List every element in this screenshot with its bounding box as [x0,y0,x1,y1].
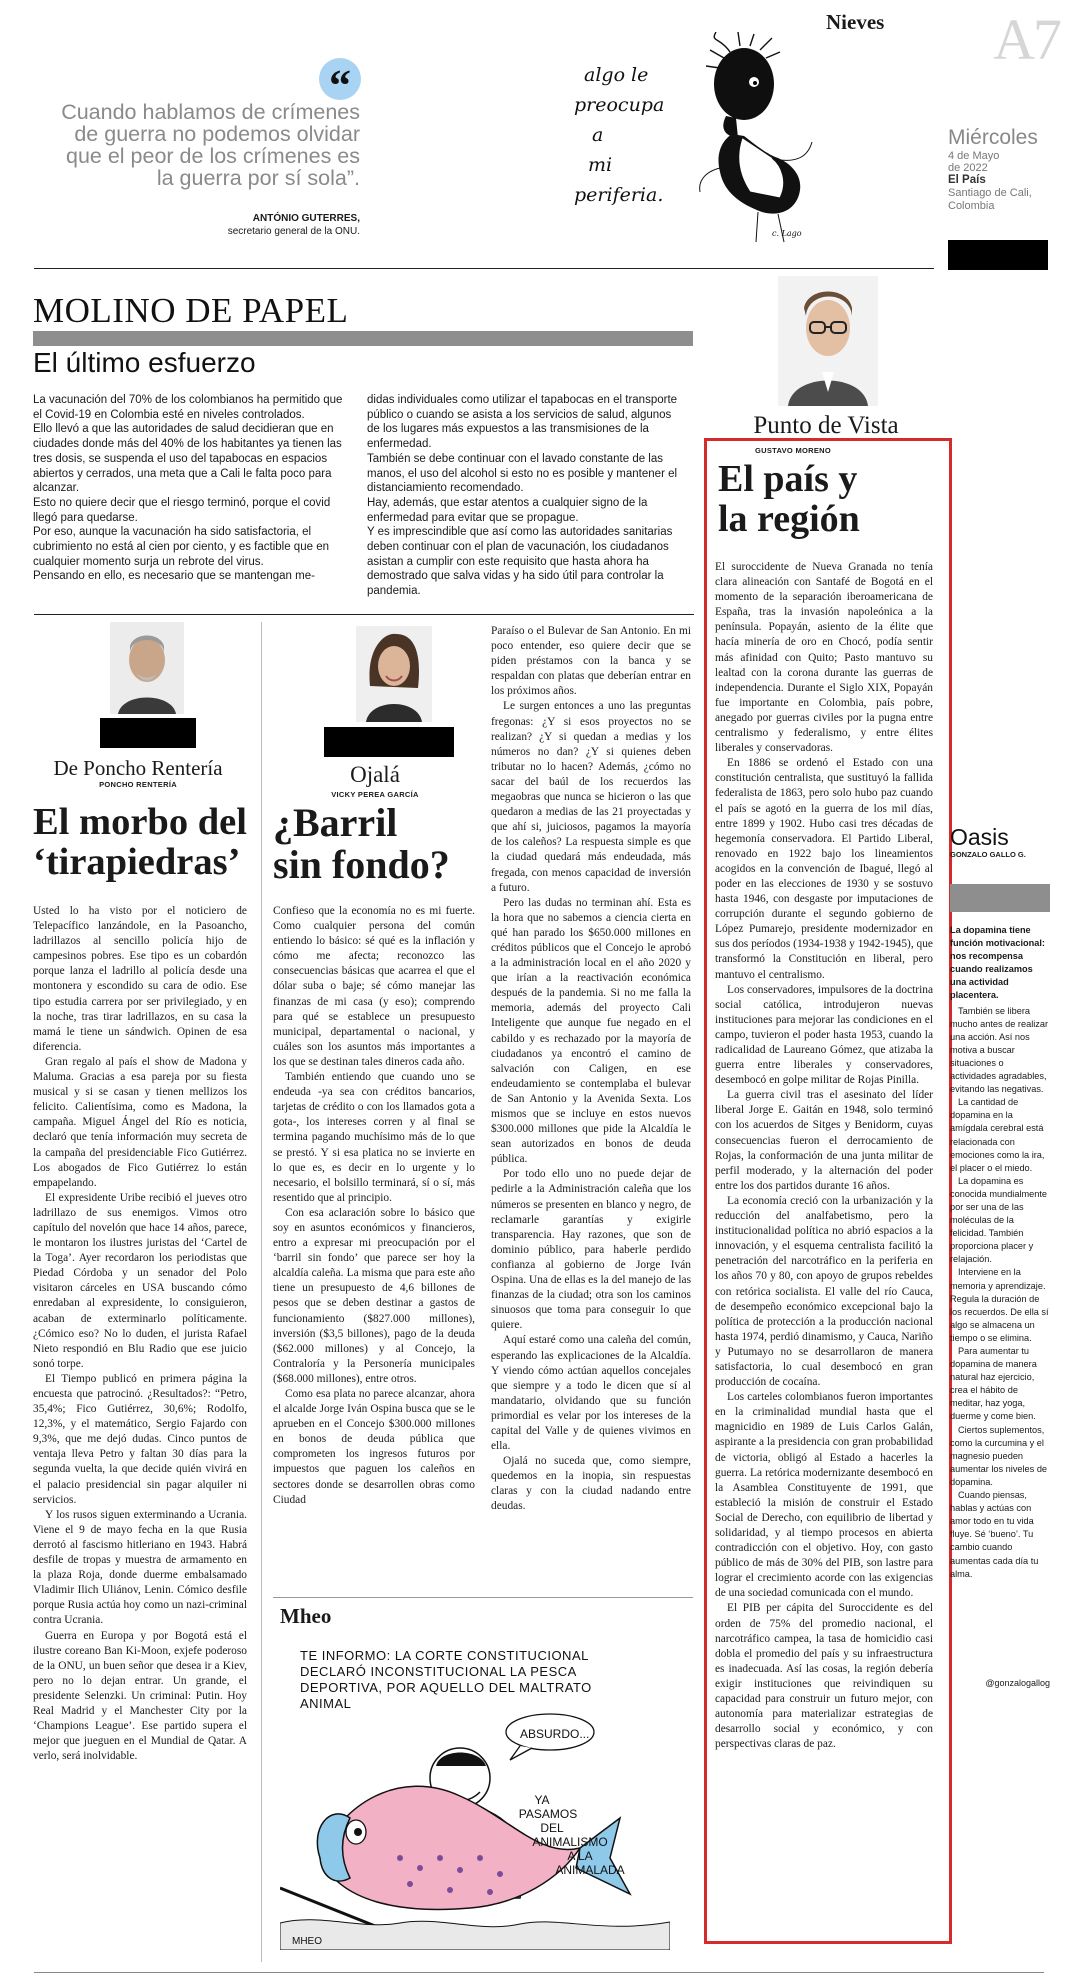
fish-text-line: ANIMALISMO [532,1835,608,1849]
ojala-paragraph: Ojalá no suceda que, como siempre, quedemos en la inopia, sin respuestas claras y con la ciudad nadando entre deudas. [491,1455,691,1513]
ojala-paragraph: También entiendo que cuando uno se endeuda -ya sea con créditos bancarios, tarjetas de crédito o con los llamados gota a gota-, los intereses corren y al final se termina pagando muchísimo más de lo que se prestó. Y si esa platica no se invierte en lo que es, es decir en lo urgente y lo necesario, el bolsillo terminará, sí o sí, más resentido que al principio. [273,1071,475,1204]
nieves-figure-illustration [680,32,820,244]
molino-col-1 [33,393,351,584]
ojala-column-name: Ojalá [350,762,400,787]
renteria-photo [110,622,184,714]
mheo-fish-illustration [280,1708,670,1950]
fish-text-line: ANIMALADA [555,1863,625,1877]
country: Colombia [948,200,995,212]
headline-line: ‘tirapiedras’ [33,841,241,884]
column-divider [261,622,262,1962]
punto-body [715,560,933,1940]
handwriting-line: a [592,124,604,146]
quote-author-name: ANTÓNIO GUTERRES, [252,213,360,224]
molino-bottom-divider [34,614,694,615]
fish-text-line: DEL [540,1821,564,1835]
renteria-paragraph: Gran regalo al país el show de Madona y Maluma. Gracias a esa pareja por su fiesta musical y si se casan y tienen mellizos los felicito. Calientísima, como es Madona, la campaña. Miguel Ángel del Río es noticia, declaró que tenía información muy secreta de la campaña del presidenciable Fico Gutiérrez. Los abogados de Fico Gutiérrez lo están empapelando. [33,1055,247,1189]
ojala-body-col-1 [273,904,475,1594]
molino-paragraph: Y es imprescindible que así como las autoridades sanitarias deben continuar con el plan de vacunación, los ciudadanos asistan a cumplir con este requisito que hasta ahora ha demostrado que salva vidas y ha sido útil para controlar la pandemia. [367,526,673,598]
oasis-body [950,924,1050,1694]
ojala-headline [273,802,450,886]
oasis-paragraph: Cuando piensas, hablas y actúas con amor todo en tu vida fluye. Sé ‘bueno’. Tu cambio cuando aumentas cada día tu alma. [950,1490,1039,1579]
renteria-column-name: De Poncho Rentería [53,756,223,780]
mheo-cartoon [280,1638,670,1950]
quote-line: la guerra por sí sola”. [156,166,360,190]
molino-paragraph: La vacunación del 70% de los colombianos ha permitido que el Covid-19 en Colombia esté en niveles controlados. [33,394,343,421]
ojala-paragraph: Por todo ello uno no puede dejar de pedirle a la Administración caleña que los números se presenten en blanco y negro, de reclamarle garantías y exigirle transparencia. Hay razones, que son de dominio público, para haberle perdido confianza al gobierno de Jorge Iván Ospina. Una de ellas es la del manejo de las finanzas de la ciudad; otra son los caminos sinuosos que toma para conseguir lo que quiere. [491,1168,691,1332]
headline-line: sin fondo? [273,842,450,887]
molino-paragraph: Hay, además, que estar atentos a cualquier signo de la enfermedad para evitar que se propague. [367,496,648,524]
punto-paragraph: La guerra civil tras el asesinato del líder liberal Jorge E. Gaitán en 1948, solo terminó con los acuerdos de Sitges y Benidorm, cuyas consecuencias fueron el derrocamiento de Rojas, la conformación de una junta militar de perfil moderado, y la alternación del poder entre los dos partidos durante 16 años. [715,1089,933,1192]
moreno-photo [778,276,878,406]
oasis-paragraph: Ciertos suplementos, como la curcumina y el magnesio pueden aumentar los niveles de dopamina. [950,1424,1048,1487]
renteria-portrait-icon [110,622,184,714]
oasis-column-name: Oasis [950,824,1009,850]
paper-name: El País [948,174,986,186]
oasis-paragraph: Interviene en la memoria y aprendizaje. Regula la duración de los recuerdos. De ella sí algo se almacena un tiempo o se elimina. [950,1267,1049,1343]
ojala-body-col-2 [491,624,691,1594]
punto-column-name: Punto de Vista [753,412,899,439]
molino-bar [33,331,693,346]
renteria-byline: PONCHO RENTERÍA [99,780,177,789]
renteria-paragraph: El expresidente Uribe recibió el jueves otro ladrillazo de sus enemigos. Vimos otro capítulo del novelón que hace 14 años, parece, le montaron los ilustres juristas del ‘Cartel de la Toga’. Ayer recordaron los periodistas que Piedad Córdoba y un senador del Polo visitaron cárceles en USA buscando cómo enredaban al expresidente, lo consiguieron, acaban de exterminarlo políticamente. ¿Cómico eso? No lo duden, el jurista Rafael Nieto respondió en Blu Radio que ese juicio sonó torpe. [33,1191,247,1370]
date-block [948,126,1074,213]
moreno-portrait-icon [778,276,878,406]
oasis-lead: La dopamina tiene función motivacional: nos recompensa cuando realizamos una actividad placentera. [950,925,1045,1001]
headline-line: El país y [718,458,858,500]
fish-text-line: A LA [567,1849,593,1863]
caption-line: ANIMAL [300,1696,352,1711]
ojala-paragraph: Paraíso o el Bulevar de San Antonio. En mi poco entender, eso quiere decir que se piden préstamos con la banca y se respaldan con platas que deberían entrar en los próximos años. [491,625,691,698]
headline-line: la región [718,497,860,540]
fish-text-line: PASAMOS [518,1807,578,1821]
oasis-paragraph: Para aumentar tu dopamina de manera natural haz ejercicio, crea el hábito de meditar, haz yoga, duerme y come bien. [950,1346,1037,1422]
punto-paragraph: El suroccidente de Nueva Granada no tenía clara alineación con Santafé de Bogotá en el momento de la separación iberoamericana de España, tras la invasión napoleónica a la península. Popayán, asiento de la élite que hacía minería de oro en Chocó, podía sentir más afinidad con Quito; Pasto mantuvo su lealtad con la corona durante las guerras de independencia. Durante el Siglo XIX, Popayán fue importante en Colombia, país pobre, anegado por guerras civiles por la pugna entre centralismo y federalismo, y entre élites liberales y conservadoras. [715,561,933,755]
date-day: 4 de Mayo [948,150,1000,162]
ojala-paragraph: Le surgen entonces a uno las preguntas fregonas: ¿Y si esos proyectos no se realizan? ¿Y si quedan a medias y los números no dan? ¿Y si quienes deben tributar no lo hacen? Además, ¿cómo no sacar del baúl de los recuerdos las megaobras que nunca se hicieron o las que quedaron a medias de las 21 proyectadas y que ahí si, juiciosos, pagamos la mayoría de los caleños? La respuesta simple es que la ciudad quedará más endeudada, más fregada, con menos capacidad de inversión a futuro. [491,700,691,894]
quote-line: Cuando hablamos de crímenes [61,100,360,124]
handwriting-line: algo le [584,64,649,86]
caption-line: DECLARÓ INCONSTITUCIONAL LA PESCA [300,1664,577,1679]
molino-paragraph: También se debe continuar con el lavado constante de las manos, el uso del alcohol si esto no es posible y mantener el distanciamiento recomendado. [367,452,678,495]
city: Santiago de Cali, [948,187,1032,199]
renteria-paragraph: Usted lo ha visto por el noticiero de Telepacífico lanzándole, en la Pasoancho, ladrillazos al sencillo policía hijo de campesinos pobres. Ese tipo es un cobardón porque lanza el ladrillo al policía desde una montonera y escondido su cara de odio. Ese tipo estudia carrera por ser privilegiado, y en la noche, tras tirar ladrillazos, en su casa la mamá le tiene un sándwich. Opinen de esa diferencia. [33,905,247,1053]
quote-author-role: secretario general de la ONU. [227,226,360,237]
ojala-byline: VICKY PEREA GARCÍA [331,790,419,799]
ojala-paragraph: Confieso que la economía no es mi fuerte. Como cualquier persona del común entiendo lo básico: sé qué es la inflación y cómo me afecta; reconozco las consecuencias básicas que acarrea el que el dólar suba o baje; sé cómo manejar las finanzas de mi casa (y eso); comprendo para qué se establece un presupuesto municipal, departamental o nacional, y cuáles son los asuntos más importantes a los que se destinan tales dineros cada año. [273,905,475,1068]
headline-line: ¿Barril [273,800,398,845]
ojala-photo [356,626,432,722]
punto-paragraph: El PIB per cápita del Suroccidente es del orden de 75% del promedio nacional, el narcotráfico campea, la tasa de homicidio casi dobla el promedio del país y su infraestructura es inadecuada. Así las cosas, la región debería exigir instituciones que reivindiquen su capacidad para construir un futuro mejor, con autonomía para materializar estrategias de desarrollo social y económico, y con perspectivas claras de paz. [715,1602,933,1751]
quote-author [60,212,360,238]
ojala-paragraph: Con esa aclaración sobre lo básico que soy en asuntos económicos y financieros, entro a expresar mi preocupación por el ‘barril sin fondo’ que parece ser hoy la alcaldía caleña. La misma que para este año tiene un presupuesto de 4,6 billones de pesos que se deben destinar a gastos de funcionamiento ($827.000 millones), inversión ($3,5 billones), pago de la deuda ($62.000 millones) y al Concejo, la Contraloría y la Personería municipales ($68.000 millones), entre otros. [273,1206,475,1385]
molino-paragraph: didas individuales como utilizar el tapabocas en el transporte público o cuando se asista a los servicios de salud, algunos de los lugares más expuestos a las transmisiones de la enfermedad. [367,394,678,451]
molino-paragraph: Pensando en ello, es necesario que se mantengan me- [33,570,315,583]
ojala-portrait-icon [356,626,432,722]
caption-line: TE INFORMO: LA CORTE CONSTITUCIONAL [300,1648,589,1663]
renteria-redaction [100,718,196,748]
oasis-byline: GONZALO GALLO G. [950,850,1026,859]
mheo-caption [300,1648,592,1712]
page-bottom-divider [34,1972,1044,1973]
masthead-divider [34,268,934,269]
punto-headline [718,460,860,540]
molino-col-2 [367,393,687,599]
mheo-signature: MHEO [292,1936,322,1947]
renteria-headline [33,802,247,883]
molino-paragraph: Esto no quiere decir que el riesgo terminó, porque el covid llegó para quedarse. [33,496,331,524]
molino-paragraph: Ello llevó a que las autoridades de salud decidieran que en ciudades donde más del 40% de los habitantes ya tienen las tres dosis, se suspenda el uso del tapabocas en espacios abiertos y cerrados, una meta que a Cali le falta poco para alcanzar. [33,423,342,495]
punto-paragraph: Los carteles colombianos fueron importantes en la criminalidad mundial hasta que el magnicidio en 1989 de Luis Carlos Galán, aspirante a la presidencia con gran probabilidad de victoria, obligó al Estado a hacerles la guerra. La retórica modernizante desembocó en la Asamblea Constituyente de 1991, que estableció la misión de construir el Estado Social de Derecho, con equilibrio de libertad y solidaridad, y al tiempo procesos en abierta contradicción con el objetivo. Hoy, con gasto público de más de 30% del PIB, son lastre para lograr el crecimiento acorde con las exigencias de una sociedad comunicada con el mundo. [715,1391,933,1600]
oasis-paragraph: La dopamina es conocida mundialmente por ser una de las moléculas de la felicidad. También proporciona placer y relajación. [950,1175,1048,1265]
fish-text-line: YA [534,1793,550,1807]
headline-line: El morbo del [33,801,247,843]
handwriting-line: mi [588,154,613,176]
quote-text [22,101,360,189]
handwriting-line: preocupa [574,94,665,116]
page-number: A7 [993,7,1060,72]
oasis-paragraph: La cantidad de dopamina en la amígdala cerebral está relacionada con emociones como la ira, el placer o el miedo. [950,1097,1045,1173]
renteria-paragraph: Guerra en Europa y por Bogotá está el ilustre coreano Ban Ki-Moon, exjefe poderoso de la ONU, un buen señor que desea ir a Kiev, pero no lo dejan entrar. Un grande, el presidente Selenzki. Un criminal: Putin. Hoy Real Madrid y el Manchester City por la ‘Champions League’. Ese partido supera el mejor que jueguen en el Mundial de Qatar. A verlo, será inolvidable. [33,1629,247,1763]
punto-paragraph: Los conservadores, impulsores de la doctrina social católica, introdujeron nuevas instituciones para mejorar las condiciones en el campo, tuvieron el poder hasta 1953, cuando la radicalidad de Laureano Gómez, que atizaba la guerra entre liberales y conservadores, desembocó en golpe militar de Rojas Pinilla. [715,983,933,1087]
date-year: de 2022 [948,162,988,174]
ojala-paragraph: Como esa plata no parece alcanzar, ahora el alcalde Jorge Iván Ospina busca que se le aprueben en el Concejo $300.000 millones en bonos de deuda pública que comprometen los ingresos futuros por impuestos que paguen los caleños en sectores donde se desarrollen obras como Ciudad [273,1388,475,1506]
oasis-handle: @gonzalogallog [985,1678,1050,1688]
renteria-body [33,904,247,1964]
weekday: Miércoles [948,126,1038,149]
oasis-paragraph: También se libera mucho antes de realizar una acción. Así nos motiva a buscar situaciones o actividades agradables, evitando las negativas. [950,1005,1049,1095]
handwriting-line: periferia. [574,184,664,206]
renteria-paragraph: Y los rusos siguen exterminando a Ucrania. Viene el 9 de mayo fecha en la que Rusia derrotó al fascismo hitleriano en 1943. Habrá desfile de tropas y muestra de armamento en la plaza Roja, donde duerme embalsamado Vladimir Ilich Uliánov, Lenin. Cómico desfile porque Rusia actúa hoy como un nazi-criminal contra Ucrania. [33,1508,247,1627]
quote-line: que el peor de los crímenes es [66,144,360,168]
molino-paragraph: Por eso, aunque la vacunación ha sido satisfactoria, el cubrimiento no está al cien por ciento, y es factible que en cualquier momento surja un rebrote del virus. [33,526,329,568]
nieves-title: Nieves [826,10,885,34]
punto-paragraph: La economía creció con la urbanización y la reducción del analfabetismo, pero la institucionalidad política no abrió espacios a la innovación, y el esquema centralista facilitó la penetración del narcotráfico en la periferia en los años 70 y 80, con apoyo de grupos rebeldes con retórica socialista. El valle del río Cauca, de desempeño económico excepcional bajo la política de protección a la producción nacional hasta 1974, perdió dinamismo, y Cauca, Nariño y Putumayo no se desarrollaron de manera satisfactoria, lo cual desembocó en gran producción de cocaína. [715,1194,933,1389]
ojala-redaction [324,727,454,757]
punto-paragraph: En 1886 se ordenó el Estado con una constitución centralista, que sustituyó la fallida federalista de 1863, pero solo hubo paz cuando el país se agotó en la guerra de los mil días, entre 1899 y 1902. Hubo casi tres décadas de hegemonía conservadora. El Partido Liberal, renovado en 1922 bajo los lineamientos acogidos en la convención de Ibagué, llegó al poder en las elecciones de 1930 y se sostuvo hasta 1946, con desgaste por imputaciones de corrupción durante el segundo gobierno de López Pumarejo, presidente modernizador en sus dos períodos (1934-1938 y 1942-1945), que transformó la Constitución en liberal, pero mantuvo el centralismo. [715,757,933,981]
mheo-top-divider [273,1597,693,1598]
mheo-title: Mheo [280,1604,332,1628]
ojala-paragraph: Pero las dudas no terminan ahí. Esta es la hora que no sabemos a ciencia cierta en qué han parado los $650.000 millones en créditos públicos que el Concejo le aprobó a la administración local en el año 2020 y que irían a la reactivación económica después de la pandemia. Si no me falla la memoria, además del proyecto Cali Inteligente que aunque fue negado en el cabildo y es rechazado por la mayoría de ciudadanos ya encontró el camino de salvación con Caligen, en ese endeudamiento se contemplaba el bulevar de San Antonio y la Avenida Sexta. Los mismos que se incluye en estos nuevos $300.000 millones que pide la Alcaldía le sean autorizados en bonos de deuda pública. [491,896,691,1166]
molino-title: El último esfuerzo [33,347,256,378]
ojala-paragraph: Aquí estaré como una caleña del común, esperando las explicaciones de la Alcaldía. Y viendo cómo actúan aquellos concejales que siempre y a todo le dicen que sí al mandatario, olvidando que su función primordial es velar por los intereses de la capital del Valle y de quienes vivimos en ella. [491,1334,691,1453]
nieves-signature: c. Lago [772,229,802,238]
quote-mark-icon: “ [319,58,361,100]
oasis-bar [950,884,1050,912]
redacted-block [948,240,1048,270]
mheo-bubble-text: ABSURDO... [520,1727,590,1741]
caption-line: DEPORTIVA, POR AQUELLO DEL MALTRATO [300,1680,592,1695]
punto-byline: GUSTAVO MORENO [754,446,831,455]
renteria-paragraph: El Tiempo publicó en primera página la encuesta que patrocinó. ¿Resultados?: “Petro, 35,4%; Fico Gutiérrez, 30,6%; Rodolfo, 12,3%, y el matemático, Sergio Fajardo con 9,3%, que me dejó dudas. Cinco puntos de ventaja lleva Petro y faltan 30 días para la segunda vuelta, la que decide quién vivirá en el palacio presidencial sin pagar alquiler ni servicios. [33,1372,247,1506]
quote-line: de guerra no podemos olvidar [74,122,360,146]
molino-section-title: MOLINO DE PAPEL [33,291,349,330]
